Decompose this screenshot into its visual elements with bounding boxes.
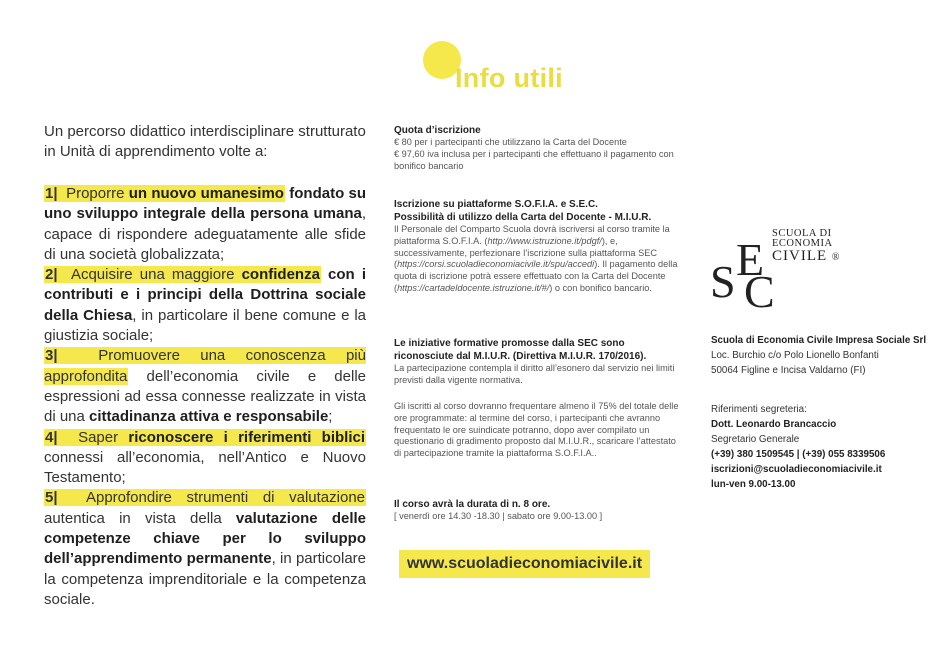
secretariat-info	[711, 402, 941, 492]
address-line-1: Loc. Burchio c/o Polo Lionello Bonfanti	[711, 350, 879, 361]
platform-heading-1: Iscrizione su piattaforme S.O.F.I.A. e S.E.C.	[394, 199, 598, 210]
office-hours: lun-ven 9.00-13.00	[711, 479, 796, 490]
quota-section	[394, 124, 684, 172]
quota-line-1: € 80 per i partecipanti che utilizzano la Carta del Docente	[394, 137, 627, 147]
platform-section	[394, 198, 684, 295]
contact-phones[interactable]: (+39) 380 1509545 | (+39) 055 8339506	[711, 449, 886, 460]
organization-info	[711, 333, 941, 378]
unit-5: 5| Approfondire strumenti di valutazione autentica in vista della valutazione delle competenze chiave per lo sviluppo dell’apprendimento permanente, in particolare la competenza imprenditoriale e la competenza sociale.	[44, 489, 366, 608]
learning-units-list	[44, 184, 366, 610]
unit-1: 1| Proporre un nuovo umanesimo fondato su uno sviluppo integrale della persona umana, capace di rispondere adeguatamente alle sfide di una società globalizzata;	[44, 185, 367, 263]
organization-name: Scuola di Economia Civile Impresa Sociale Srl	[711, 335, 927, 346]
platform-heading-2: Possibilità di utilizzo della Carta del Docente - M.I.U.R.	[394, 212, 652, 223]
attendance-text: Gli iscritti al corso dovranno frequentare almeno il 75% del totale delle ore programmate: al termine del corso, i partecipanti che avranno frequentato le ore suindicate potranno, dopo aver compilato un questionario di gradimento proposto dal M.I.U.R., scaricare l’attestato di partecipazione tramite la piattaforma S.O.F.I.A..	[394, 401, 679, 459]
website-link[interactable]: www.scuoladieconomiacivile.it	[399, 550, 650, 578]
logo-letter-c: C	[744, 266, 775, 315]
attendance-section	[394, 401, 684, 460]
duration-heading: Il corso avrà la durata di n. 8 ore.	[394, 499, 551, 510]
contact-person: Dott. Leonardo Brancaccio	[711, 419, 837, 430]
page-title: Info utili	[455, 63, 563, 93]
logo-letter-e: E	[736, 234, 765, 285]
intro-text: Un percorso didattico interdisciplinare strutturato in Unità di apprendimento volte a:	[44, 123, 366, 160]
duration-section	[394, 498, 684, 523]
initiatives-text: La partecipazione contempla il diritto all’esonero dal servizio nei limiti previsti dalla vigente normativa.	[394, 363, 675, 385]
platform-text: Il Personale del Comparto Scuola dovrà iscriversi al corso tramite la piattaforma S.O.F.I.A. (http://www.istruzione.it/pdgf/), e, successivamente, perfezionare l’iscrizione sulla piattaforma SEC (https://corsi.scuoladieconomiacivile.it/spu/accedi). Il pagamento della quota di iscrizione potrà essere effettuato con la Carta del Docente (https://cartadeldocente.istruzione.it/#/) o con bonifico bancario.	[394, 224, 678, 293]
carta-docente-link[interactable]: https://cartadeldocente.istruzione.it/#/	[397, 282, 550, 293]
initiatives-heading: Le iniziative formative promosse dalla SEC sono riconosciute dal M.I.U.R. (Direttiva M.I.U.R. 170/2016).	[394, 338, 647, 362]
unit-2: 2| Acquisire una maggiore confidenza con i contributi e i principi della Dottrina sociale della Chiesa, in particolare il bene comune e la giustizia sociale;	[44, 266, 366, 345]
quota-line-2: € 97,60 iva inclusa per i partecipanti che effettuano il pagamento con bonifico bancario	[394, 148, 674, 171]
contact-email[interactable]: iscrizioni@scuoladieconomiacivile.it	[711, 464, 882, 475]
address-line-2: 50064 Figline e Incisa Valdarno (FI)	[711, 365, 866, 376]
sofia-link[interactable]: http://www.istruzione.it/pdgf/	[487, 235, 602, 246]
unit-3: 3| Promuovere una conoscenza più approfondita dell’economia civile e delle espressioni ad essa connesse realizzate in vista di una cittadinanza attiva e responsabile;	[44, 347, 366, 426]
duration-schedule: [ venerdì ore 14.30 -18.30 | sabato ore 9.00-13.00 ]	[394, 511, 603, 521]
initiatives-section	[394, 337, 684, 387]
logo-letter-s: S	[710, 256, 736, 307]
registered-mark: ®	[831, 252, 841, 263]
logo-wordmark: SCUOLA DI ECONOMIA CIVILE ®	[772, 228, 841, 264]
quota-heading: Quota d’iscrizione	[394, 125, 481, 136]
contact-role: Segretario Generale	[711, 434, 800, 445]
secretariat-label: Riferimenti segreteria:	[711, 404, 807, 415]
unit-4: 4| Saper riconoscere i riferimenti biblici connessi all’economia, nell’Antico e Nuovo Testamento;	[44, 428, 366, 487]
sec-link[interactable]: https://corsi.scuoladieconomiacivile.it/spu/accedi	[397, 259, 595, 270]
